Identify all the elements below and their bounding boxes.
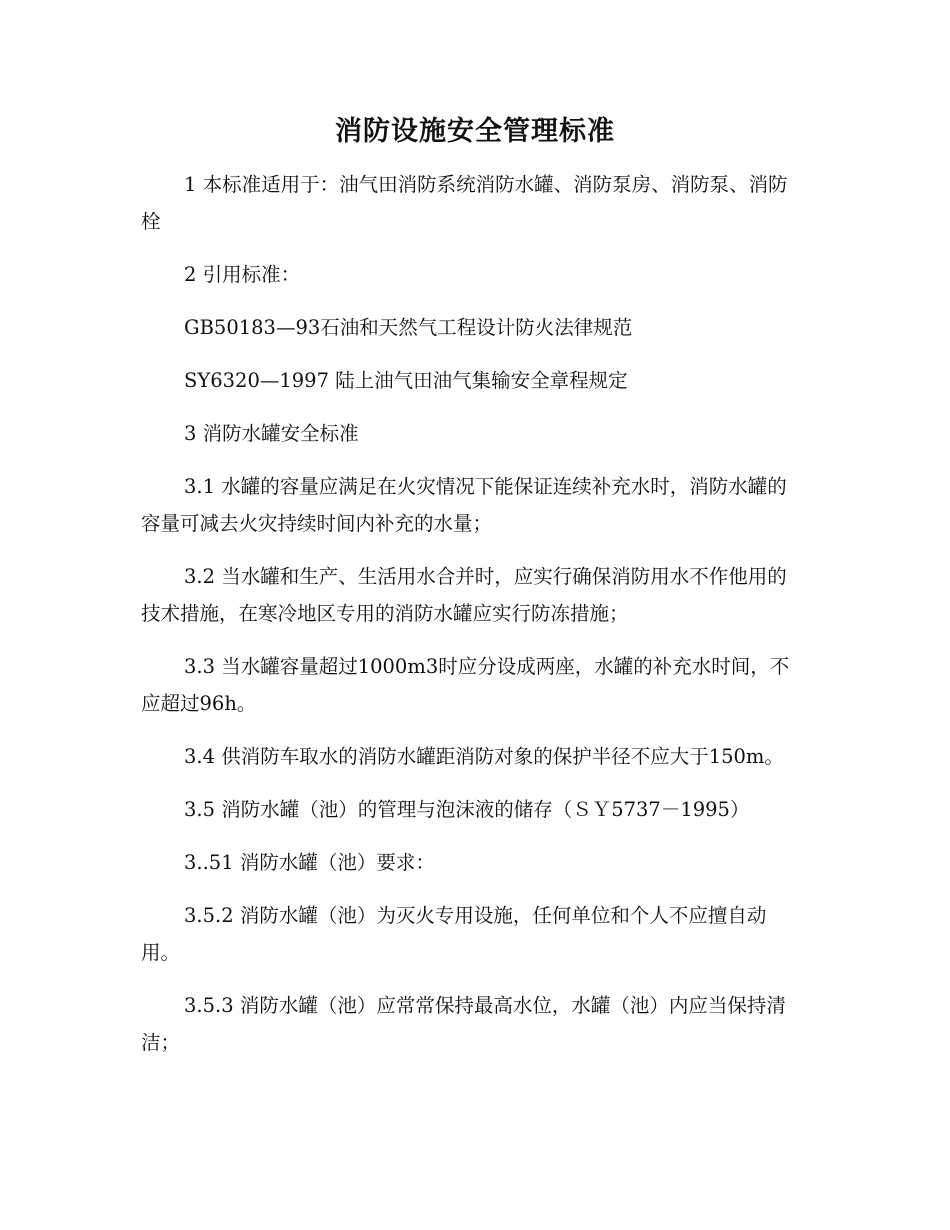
document-title: 消防设施安全管理标准 [335, 116, 615, 147]
paragraph-3-5: 3.5 消防水罐（池）的管理与泡沫液的储存（ＳＹ5737－1995） [184, 798, 750, 821]
paragraph-3-3: 3.3 当水罐容量超过1000m3时应分设成两座，水罐的补充水时间，不应超过96h。 [141, 655, 790, 715]
paragraph-3-2: 3.2 当水罐和生产、生活用水合并时，应实行确保消防用水不作他用的技术措施，在寒冷地区专用的消防水罐应实行防冻措施； [141, 565, 787, 625]
paragraph-3-5-1: 3..51 消防水罐（池）要求： [184, 851, 435, 874]
paragraph-scope: 1 本标准适用于：油气田消防系统消防水罐、消防泵房、消防泵、消防栓 [141, 173, 788, 233]
paragraph-references-heading: 2 引用标准： [184, 263, 301, 286]
paragraph-section-3-heading: 3 消防水罐安全标准 [184, 422, 359, 445]
paragraph-3-5-3: 3.5.3 消防水罐（池）应常常保持最高水位，水罐（池）内应当保持清洁； [141, 994, 786, 1054]
paragraph-3-1: 3.1 水罐的容量应满足在火灾情况下能保证连续补充水时，消防水罐的容量可减去火灾持续时间内补充的水量； [141, 475, 787, 535]
paragraph-reference-sy6320: SY6320—1997 陆上油气田油气集输安全章程规定 [184, 369, 628, 392]
paragraph-reference-gb50183: GB50183—93石油和天然气工程设计防火法律规范 [184, 316, 633, 339]
document-body [141, 166, 799, 1077]
paragraph-3-5-2: 3.5.2 消防水罐（池）为灭火专用设施，任何单位和个人不应擅自动用。 [141, 904, 767, 964]
paragraph-3-4: 3.4 供消防车取水的消防水罐距消防对象的保护半径不应大于150m。 [184, 745, 784, 768]
